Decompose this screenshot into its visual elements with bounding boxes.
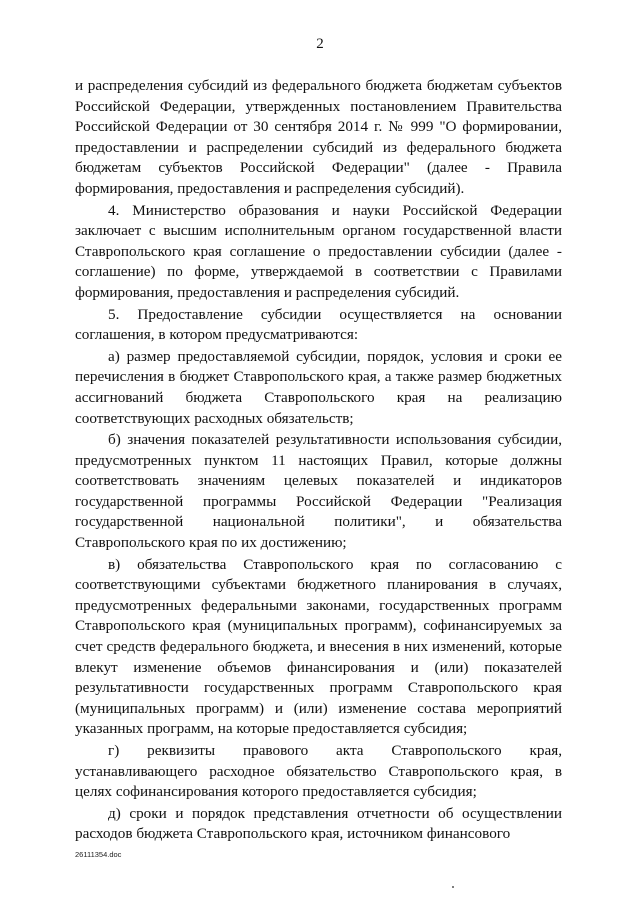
document-body (75, 76, 562, 845)
paragraph-subclause-v: в) обязательства Ставропольского края по согласованию с соответствующими субъектами бюджетного планирования в случаях, предусмотренных федеральными законами, государственных программ Ставропольского края (муниципальных программ), софинансируемых за счет средств федерального бюджета, и внесения в них изменений, которые влекут изменение объемов финансирования и (или) показателей результативности государственных программ Ставропольского края (муниципальных программ) и (или) изменение состава мероприятий указанных программ, на которые предоставляется субсидия; (75, 555, 562, 738)
paragraph-clause-5: 5. Предоставление субсидии осуществляется на основании соглашения, в котором предусматриваются: (75, 305, 562, 344)
scan-artifact-dot (452, 886, 454, 888)
page-number: 2 (316, 36, 324, 52)
paragraph-subclause-d: д) сроки и порядок представления отчетности об осуществлении расходов бюджета Ставропольского края, источником финансового (75, 804, 562, 843)
paragraph-subclause-a: а) размер предоставляемой субсидии, порядок, условия и сроки ее перечисления в бюджет Ставропольского края, а также размер бюджетных ассигнований бюджета Ставропольского края на реализацию соответствующих расходных обязательств; (75, 347, 562, 427)
document-file-code: 26111354.doc (75, 850, 122, 859)
paragraph-subclause-g: г) реквизиты правового акта Ставропольского края, устанавливающего расходное обязательство Ставропольского края, в целях софинансирования которого предоставляется субсидия; (75, 742, 562, 801)
paragraph-subclause-b: б) значения показателей результативности использования субсидии, предусмотренных пунктом 11 настоящих Правил, которые должны соответствовать значениям целевых показателей и индикаторов государственной программы Российской Федерации "Реализация государственной национальной политики", и обязательства Ставропольского края по их достижению; (75, 431, 562, 552)
paragraph-continuation: и распределения субсидий из федерального бюджета бюджетам субъектов Российской Федерации, утвержденных постановлением Правительства Российской Федерации от 30 сентября 2014 г. № 999 "О формировании, предоставлении и распределении субсидий из федерального бюджета бюджетам субъектов Российской Федерации" (далее - Правила формирования, предоставления и распределения субсидий). (75, 77, 562, 197)
paragraph-clause-4: 4. Министерство образования и науки Российской Федерации заключает с высшим исполнительным органом государственной власти Ставропольского края соглашение о предоставлении субсидии (далее - соглашение) по форме, утверждаемой в соответствии с Правилами формирования, предоставления и распределения субсидий. (75, 201, 562, 301)
